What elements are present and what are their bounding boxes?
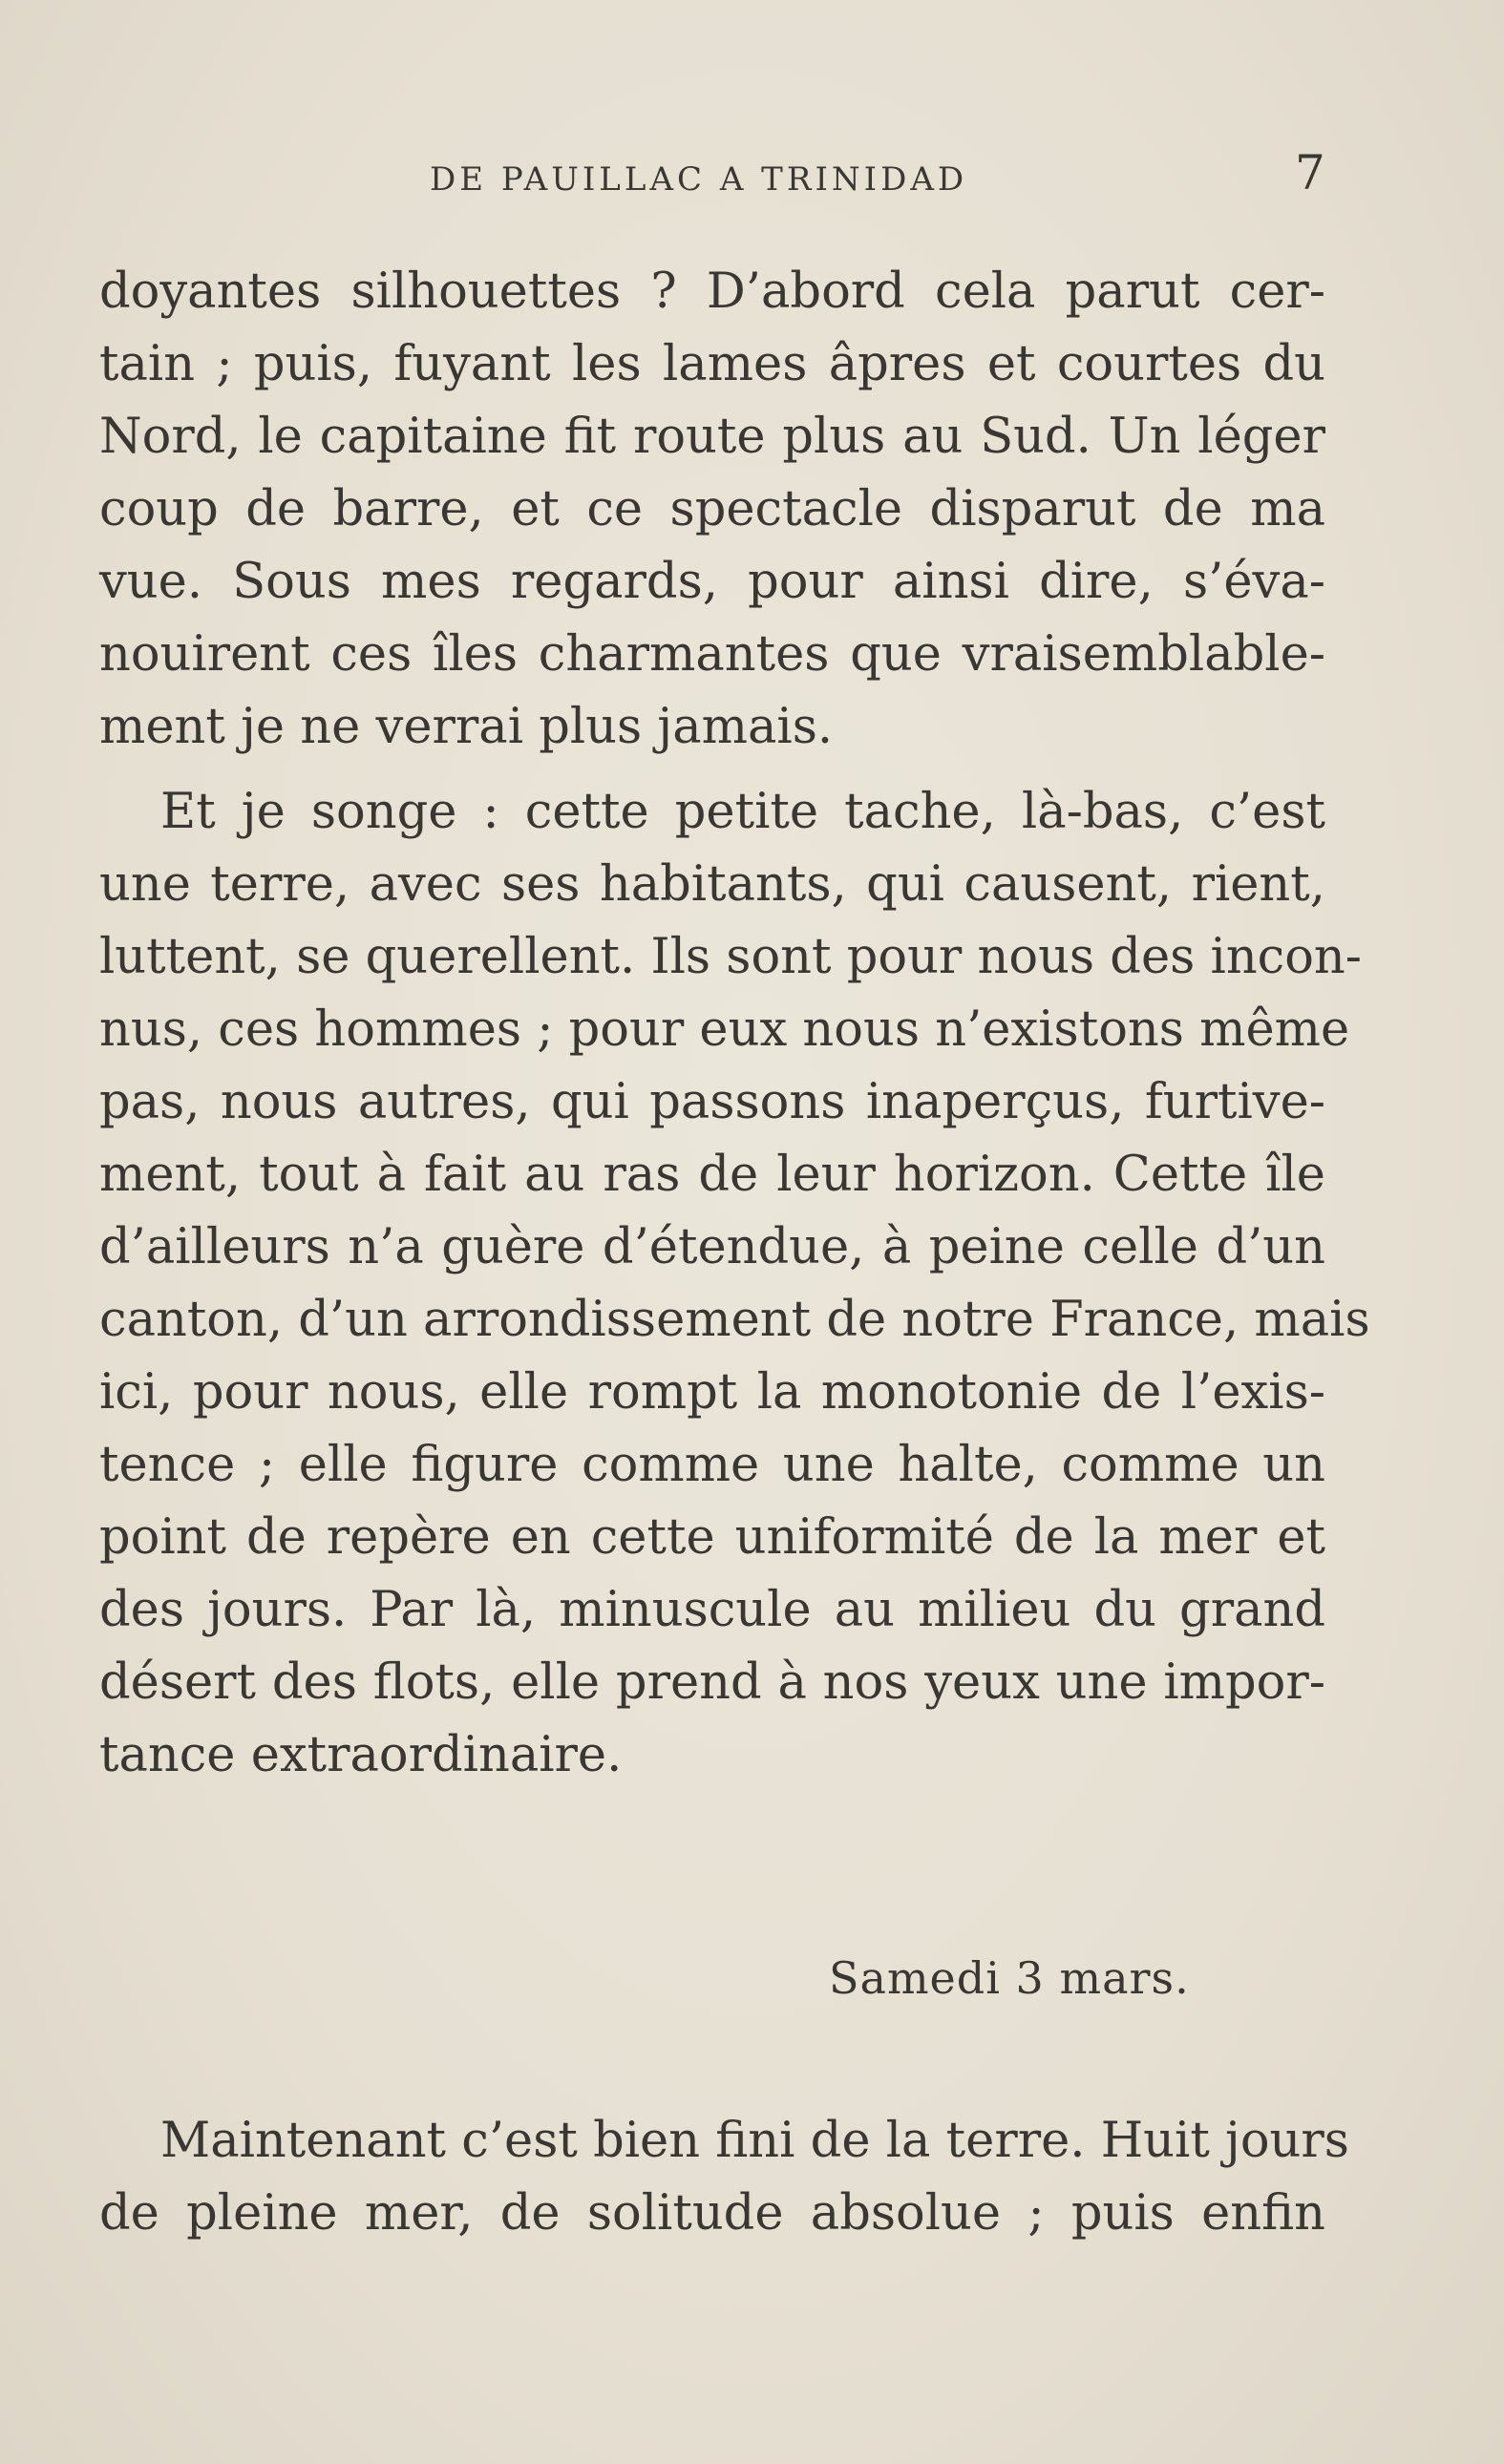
text-line: Nord, le capitaine fit route plus au Sud. Un léger <box>99 409 1325 465</box>
text-line: de pleine mer, de solitude absolue ; puis enfin <box>99 2185 1325 2242</box>
text-line: doyantes silhouettes ? D’abord cela parut cer- <box>99 263 1325 320</box>
text-line: désert des flots, elle prend à nos yeux une impor- <box>99 1654 1325 1711</box>
paragraph-3 <box>99 2105 1349 2250</box>
text-line: coup de barre, et ce spectacle disparut de ma <box>99 481 1325 537</box>
text-line: tance extraordinaire. <box>99 1727 623 1783</box>
text-line: une terre, avec ses habitants, qui causent, rient, <box>99 856 1325 913</box>
text-line: point de repère en cette uniformité de la mer et <box>99 1509 1325 1566</box>
text-line: nus, ces hommes ; pour eux nous n’existons même <box>99 1001 1350 1058</box>
text-line: pas, nous autres, qui passons inaperçus, furtive- <box>99 1074 1325 1130</box>
text-line: nouirent ces îles charmantes que vraisemblable- <box>99 626 1325 683</box>
diary-date-heading: Samedi 3 mars. <box>829 1952 1190 2004</box>
text-line: luttent, se querellent. Ils sont pour nous des incon- <box>99 929 1363 985</box>
text-line: ment, tout à fait au ras de leur horizon. Cette île <box>99 1147 1325 1203</box>
text-line: ici, pour nous, elle rompt la monotonie de l’exis- <box>99 1364 1325 1421</box>
text-line: tence ; elle figure comme une halte, comme un <box>99 1437 1325 1493</box>
text-line: tain ; puis, fuyant les lames âpres et courtes du <box>99 336 1325 392</box>
text-line: d’ailleurs n’a guère d’étendue, à peine celle d’un <box>99 1219 1325 1275</box>
page-number: 7 <box>1295 145 1325 200</box>
text-line: ment je ne verrai plus jamais. <box>99 699 834 755</box>
running-head: DE PAUILLAC A TRINIDAD <box>430 160 968 199</box>
text-line: des jours. Par là, minuscule au milieu du grand <box>99 1582 1325 1638</box>
paragraph-1 <box>99 256 1325 764</box>
text-line: canton, d’un arrondissement de notre France, mais <box>99 1292 1370 1348</box>
text-line: vue. Sous mes regards, pour ainsi dire, s’éva- <box>99 554 1325 610</box>
text-line: Maintenant c’est bien fini de la terre. Huit jours <box>160 2113 1349 2169</box>
paragraph-2 <box>99 776 1370 1792</box>
text-line: Et je songe : cette petite tache, là-bas, c’est <box>160 784 1325 840</box>
